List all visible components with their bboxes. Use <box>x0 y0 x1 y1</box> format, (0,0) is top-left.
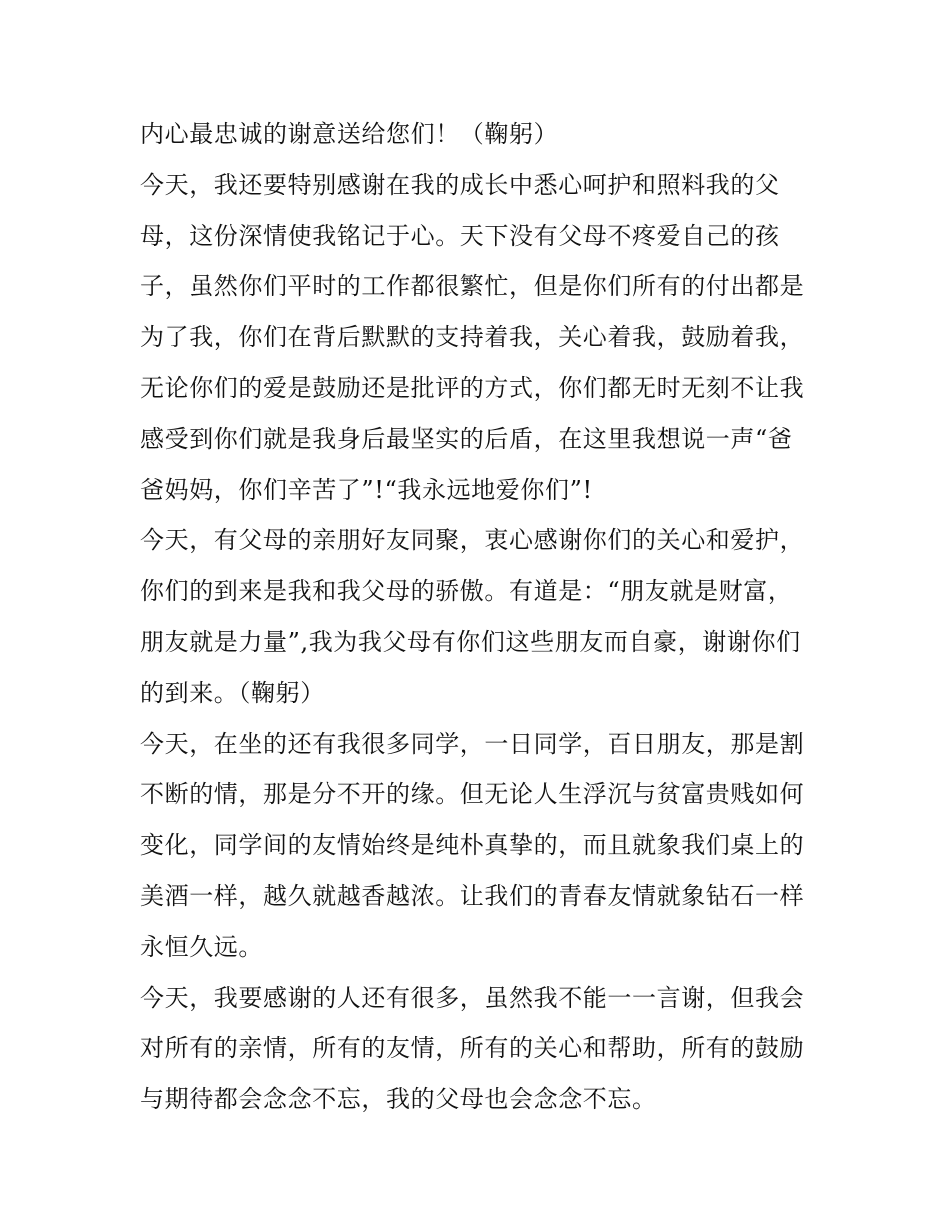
text-line: 变化，同学间的友情始终是纯朴真挚的，而且就象我们桌上的 <box>140 831 805 860</box>
text-line: 内心最忠诚的谢意送给您们！（鞠躬） <box>140 120 559 148</box>
text-line: 美酒一样，越久就越香越浓。让我们的青春友情就象钻石一样 <box>140 881 805 910</box>
text-line: 不断的情，那是分不开的缘。但无论人生浮沉与贫富贵贱如何 <box>140 780 805 809</box>
text-line: 感受到你们就是我身后最坚实的后盾，在这里我想说一声“爸 <box>140 424 793 453</box>
text-line: 为了我，你们在背后默默的支持着我，关心着我，鼓励着我， <box>140 323 805 352</box>
text-line: 永恒久远。 <box>140 932 263 961</box>
text-line: 今天，我还要特别感谢在我的成长中悉心呵护和照料我的父 <box>140 170 780 199</box>
text-line: 今天，有父母的亲朋好友同聚，衷心感谢你们的关心和爱护， <box>140 526 805 555</box>
speech-text <box>140 109 830 1125</box>
text-line: 对所有的亲情，所有的友情，所有的关心和帮助，所有的鼓励 <box>140 1034 805 1063</box>
text-line: 朋友就是力量”,我为我父母有你们这些朋友而自豪，谢谢你们 <box>140 627 801 656</box>
text-line: 与期待都会念念不忘，我的父母也会念念不忘。 <box>140 1085 657 1114</box>
text-line: 母，这份深情使我铭记于心。天下没有父母不疼爱自己的孩 <box>140 221 780 250</box>
text-line: 子，虽然你们平时的工作都很繁忙，但是你们所有的付出都是 <box>140 272 805 301</box>
text-line: 今天，我要感谢的人还有很多，虽然我不能一一言谢，但我会 <box>140 983 805 1012</box>
text-line: 今天，在坐的还有我很多同学，一日同学，百日朋友，那是割 <box>140 729 805 758</box>
text-line: 的到来。（鞠躬） <box>140 678 325 707</box>
text-line: 你们的到来是我和我父母的骄傲。有道是：“朋友就是财富， <box>140 577 793 606</box>
text-line: 无论你们的爱是鼓励还是批评的方式，你们都无时无刻不让我 <box>140 373 805 402</box>
text-line: 爸妈妈，你们辛苦了”!“我永远地爱你们”! <box>140 475 593 504</box>
